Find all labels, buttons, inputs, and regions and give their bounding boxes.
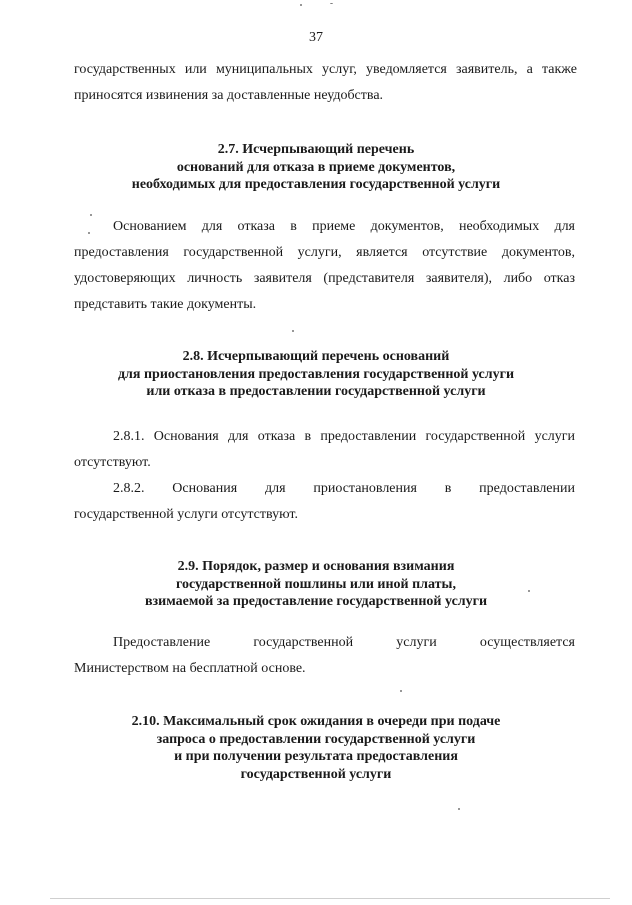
scan-speck (292, 330, 294, 332)
heading-line: и при получении результата предоставления (174, 749, 458, 764)
s28-p2-line: государственной услуги отсутствуют. (74, 507, 298, 522)
heading-line: взимаемой за предоставление государственной услуги (144, 594, 488, 609)
scan-speck (88, 232, 90, 234)
bottom-rule (50, 898, 610, 899)
section-2-7-heading (0, 141, 632, 194)
heading-line: оснований для отказа в приеме документов, (176, 159, 456, 175)
section-2-9-heading (0, 558, 632, 611)
heading-line: 2.8. Исчерпывающий перечень оснований (182, 349, 450, 364)
heading-line: 2.10. Максимальный срок ожидания в очереди при подаче (131, 714, 501, 729)
heading-line: для приостановления предоставления государственной услуги (117, 366, 515, 382)
heading-line: 2.7. Исчерпывающий перечень (217, 142, 415, 157)
s28-p1-line: 2.8.1. Основания для отказа в предоставлении государственной услуги (113, 429, 575, 444)
intro-line-1: государственных или муниципальных услуг, уведомляется заявитель, а также (74, 62, 577, 77)
scan-speck (400, 690, 402, 692)
s27-para-line: предоставления государственной услуги, является отсутствие документов, (74, 245, 575, 260)
heading-line: или отказа в предоставлении государственной услуги (146, 384, 486, 399)
s28-p1-line: отсутствуют. (74, 455, 151, 470)
section-2-8-heading (0, 348, 632, 401)
s28-p2-line: 2.8.2. Основания для приостановления в предоставлении (113, 481, 575, 496)
intro-line-2: приносятся извинения за доставленные неудобства. (74, 88, 384, 103)
s27-para-line: Основанием для отказа в приеме документов, необходимых для (113, 219, 575, 234)
scan-speck (458, 808, 460, 810)
s29-para-line: Министерством на бесплатной основе. (74, 661, 306, 676)
scan-speck (300, 4, 302, 6)
s27-para-line: представить такие документы. (74, 297, 257, 312)
section-2-10-heading (0, 713, 632, 783)
heading-line: запроса о предоставлении государственной услуги (156, 731, 476, 747)
s27-para-line: удостоверяющих личность заявителя (представителя заявителя), либо отказ (74, 271, 575, 286)
scan-speck (90, 214, 92, 216)
heading-line: 2.9. Порядок, размер и основания взимания (177, 559, 455, 574)
heading-line: необходимых для предоставления государственной услуги (131, 177, 501, 192)
heading-line: государственной пошлины или иной платы, (176, 576, 456, 592)
s29-para-line: Предоставление государственной услуги осуществляется (113, 635, 575, 650)
scan-speck (330, 3, 333, 4)
page-number: 37 (309, 30, 323, 45)
scan-speck (528, 590, 530, 592)
heading-line: государственной услуги (240, 766, 392, 782)
